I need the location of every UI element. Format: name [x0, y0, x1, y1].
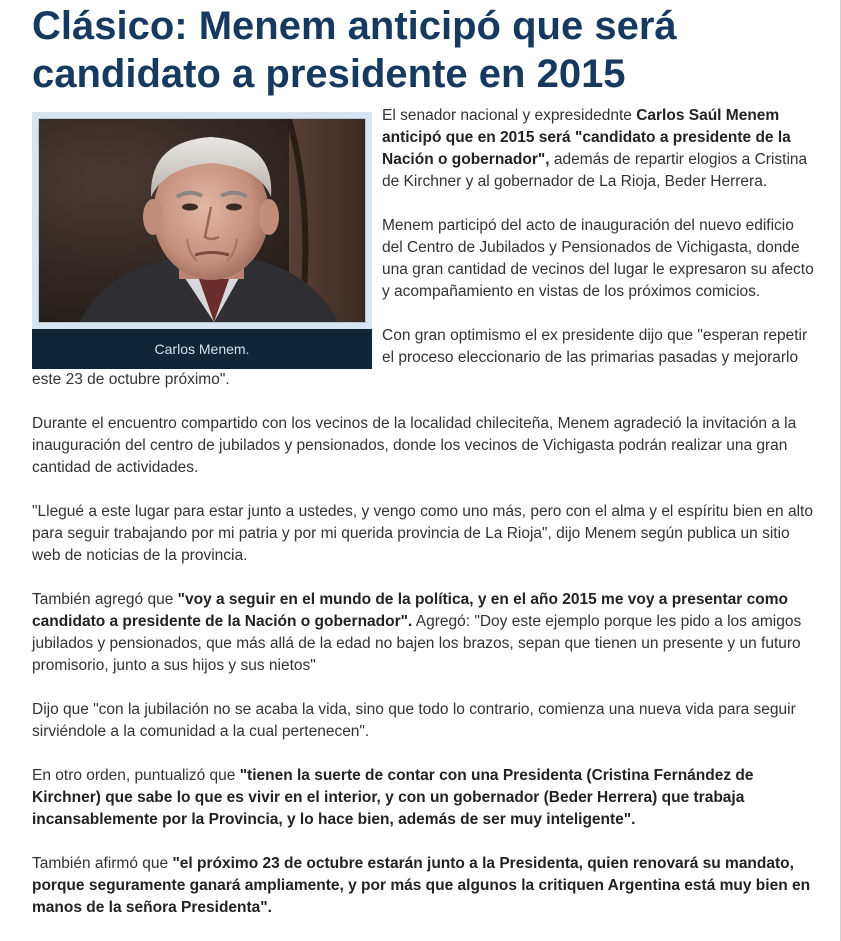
emphasis-text: Carlos Saúl Menem anticipó que en 2015 será "candidato a presidente de la Nación o gobernador", — [382, 107, 791, 168]
article-paragraph — [32, 413, 816, 479]
paragraph-text: Con gran optimismo el ex presidente dijo que "esperan repetir el proceso eleccionario de las primarias pasadas y mejorarlo este 23 de octubre próximo". — [32, 327, 808, 388]
article-paragraph — [32, 589, 816, 677]
paragraph-text: También afirmó que — [32, 855, 173, 872]
paragraph-text: El senador nacional y expresidednte — [382, 107, 637, 124]
paragraph-text: Dijo que "con la jubilación no se acaba la vida, sino que todo lo contrario, comienza una nueva vida para seguir sirviéndole a la comunidad a la cual pertenecen". — [32, 701, 796, 740]
emphasis-text: "el próximo 23 de octubre estarán junto a la Presidenta, quien renovará su mandato, porque seguramente ganará ampliamente, y por más que algunos la critiquen Argentina está muy bien en manos de la señora Presidenta". — [32, 855, 811, 916]
article — [32, 0, 816, 941]
headline: Clásico: Menem anticipó que será candidato a presidente en 2015 — [32, 4, 677, 96]
article-paragraph — [32, 699, 816, 743]
article-paragraph — [32, 853, 816, 919]
article-paragraph — [32, 765, 816, 831]
article-paragraph — [32, 501, 816, 567]
emphasis-text: "tienen la suerte de contar con una Presidenta (Cristina Fernández de Kirchner) que sabe lo que es vivir en el interior, y con un gobernador (Beder Herrera) que trabaja incansablemente por la Provincia, y lo hace bien, además de ser muy inteligente". — [32, 767, 754, 828]
paragraph-text: "Llegué a este lugar para estar junto a ustedes, y vengo como uno más, pero con el alma y el espíritu bien en alto para seguir trabajando por mi patria y por mi querida provincia de La Rioja", dijo Menem según publica un sitio web de noticias de la provincia. — [32, 503, 813, 564]
paragraph-text: También agregó que — [32, 591, 178, 608]
photo-caption: Carlos Menem. — [32, 329, 372, 369]
article-figure — [32, 112, 372, 369]
paragraph-text: Agregó: "Doy este ejemplo porque les pido a los amigos jubilados y pensionados, que más allá de la edad no bajen los brazos, sepan que tienen un presente y un futuro promisorio, junto a sus hijos y sus nietos" — [32, 613, 802, 674]
emphasis-text: "voy a seguir en el mundo de la política, y en el año 2015 me voy a presentar como candidato a presidente de la Nación o gobernador". — [32, 591, 788, 630]
paragraph-text: En otro orden, puntualizó que — [32, 767, 240, 784]
paragraph-text: Menem participó del acto de inauguración del nuevo edificio del Centro de Jubilados y Pensionados de Vichigasta, donde una gran cantidad de vecinos del lugar le expresaron su afecto y acompañamiento en vistas de los próximos comicios. — [382, 217, 814, 300]
portrait-photo — [38, 118, 366, 323]
photo-frame — [32, 112, 372, 329]
paragraph-text: Durante el encuentro compartido con los vecinos de la localidad chileciteña, Menem agradeció la invitación a la inauguración del centro de jubilados y pensionados, donde los vecinos de Vichigasta podrán realizar una gran cantidad de actividades. — [32, 415, 797, 476]
paragraph-text: además de repartir elogios a Cristina de Kirchner y al gobernador de La Rioja, Beder Herrera. — [382, 151, 808, 190]
